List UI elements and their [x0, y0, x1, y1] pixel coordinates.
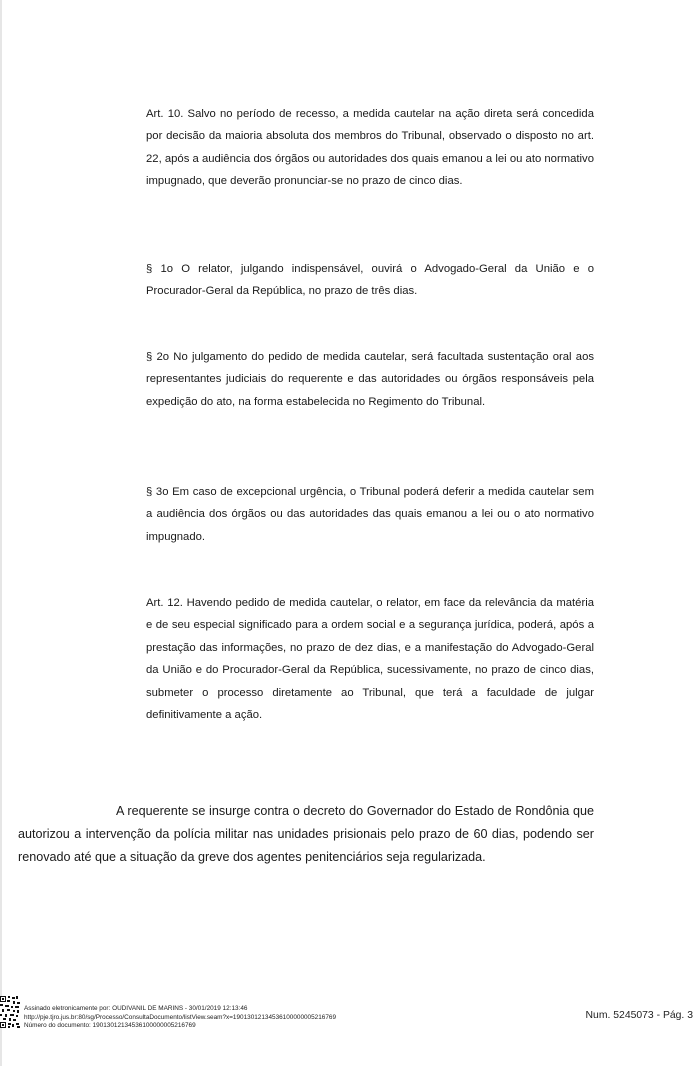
page-edge — [0, 0, 2, 1066]
quote-paragraph-3: § 3o Em caso de excepcional urgência, o Tribunal poderá deferir a medida cautelar sem a audiência dos órgãos ou das autoridades das quais emanou a lei ou o ato normativo impugnado. — [146, 486, 594, 543]
quote-art-12: Art. 12. Havendo pedido de medida cautelar, o relator, em face da relevância da matéria e de seu especial significado para a ordem social e a segurança jurídica, poderá, após a prestação das informações, no prazo de dez dias, e a manifestação do Advogado-Geral da União e do Procurador-Geral da República, sucessivamente, no prazo de cinco dias, submeter o processo diretamente ao Tribunal, que terá a faculdade de julgar definitivamente a ação. — [146, 597, 594, 722]
document-number-line: Número do documento: 19013012134536100000005216769 — [24, 1022, 196, 1030]
signed-by-line: Assinado eletronicamente por: OUDIVANIL DE MARINS - 30/01/2019 12:13:46 — [24, 1005, 248, 1012]
quote-paragraph-2: § 2o No julgamento do pedido de medida cautelar, será facultada sustentação oral aos representantes judiciais do requerente e das autoridades ou órgãos responsáveis pela expedição do ato, na forma estabelecida no Regimento do Tribunal. — [146, 351, 594, 408]
page-number: Num. 5245073 - Pág. 3 — [585, 1010, 693, 1021]
document-url-link[interactable]: http://pje.tjro.jus.br:80/sg/Processo/ConsultaDocumento/listView.seam?x=19013012134536100000005216769 — [24, 1013, 336, 1021]
body-paragraph: A requerente se insurge contra o decreto do Governador do Estado de Rondônia que autorizou a intervenção da polícia militar nas unidades prisionais pelo prazo de 60 dias, podendo ser renovado até que a situação da greve dos agentes penitenciários seja regularizada. — [18, 804, 594, 864]
quote-paragraph-1: § 1o O relator, julgando indispensável, ouvirá o Advogado-Geral da União e o Procurador-Geral da República, no prazo de três dias. — [146, 263, 594, 298]
signature-details — [24, 1005, 336, 1031]
quote-art-10: Art. 10. Salvo no período de recesso, a medida cautelar na ação direta será concedida por decisão da maioria absoluta dos membros do Tribunal, observado o disposto no art. 22, após a audiência dos órgãos ou autoridades dos quais emanou a lei ou ato normativo impugnado, que deverão pronunciar-se no prazo de cinco dias. — [146, 108, 594, 188]
qr-code-icon — [0, 996, 20, 1028]
signature-footer — [0, 990, 697, 1030]
